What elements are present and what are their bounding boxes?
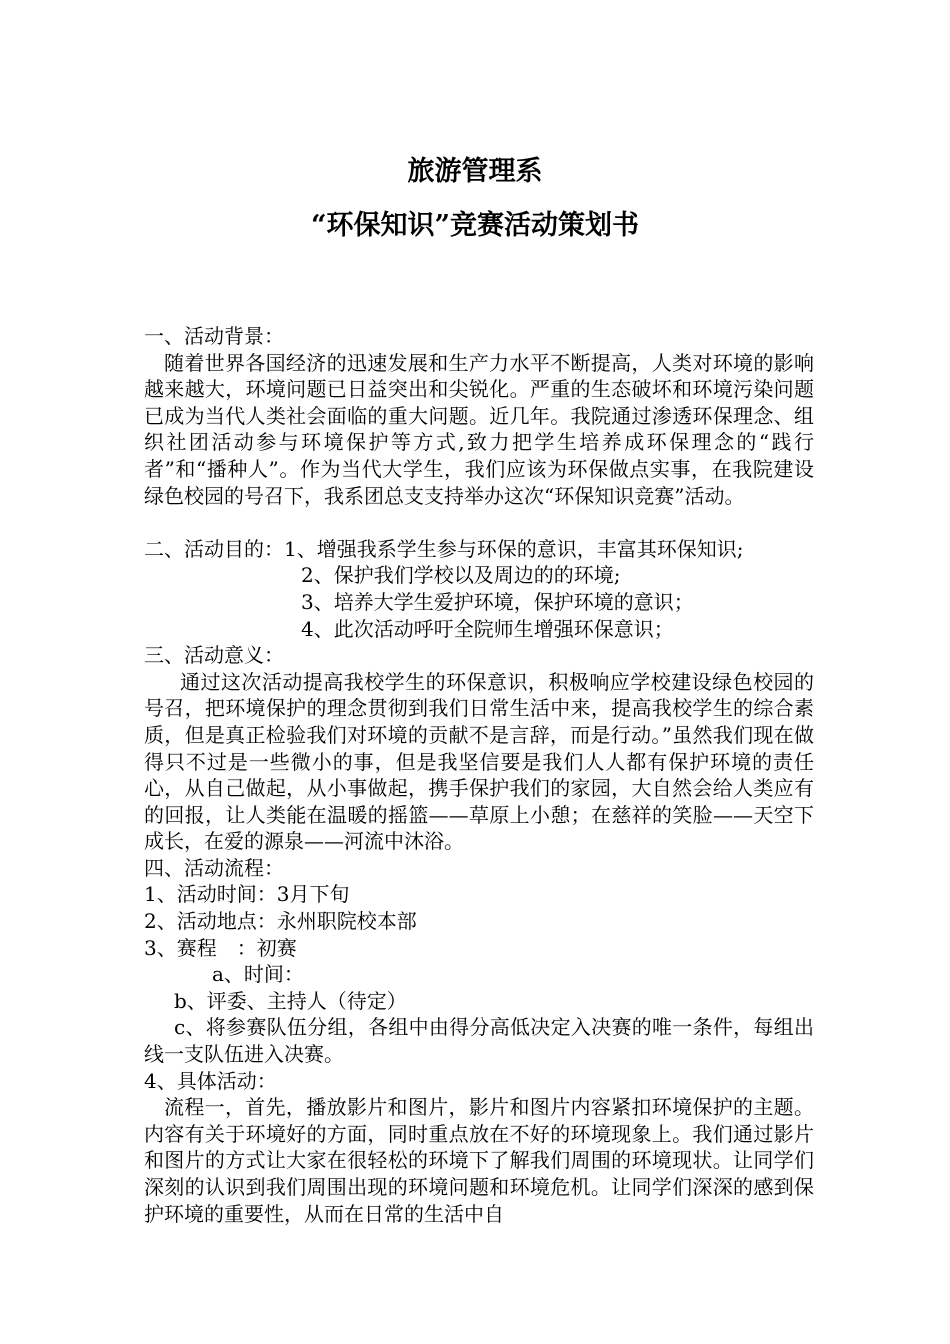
process-schedule: 3、赛程 ：初赛 [144,935,297,960]
background-heading: 一、活动背景： [144,324,284,348]
document-body [144,323,814,1227]
activities-heading: 4、具体活动： [144,1068,277,1093]
purpose-section [144,536,814,563]
purpose-item-4: 4、此次活动呼吁全院师生增强环保意识； [301,616,674,641]
purpose-list [144,562,814,642]
purpose-item-3: 3、培养大学生爱护环境，保护环境的意识； [301,589,694,614]
purpose-heading: 二、活动目的： [144,536,284,561]
purpose-item-1: 1、增强我系学生参与环保的意识，丰富其环保知识; [284,536,744,561]
process-sub-b: b、评委、主持人（待定） [174,988,407,1013]
process-sub-c: c、将参赛队伍分组，各组中由得分高低决定入决赛的唯一条件，每组出线一支队伍进入决赛。 [144,1015,814,1067]
process-place: 2、活动地点：永州职院校本部 [144,909,417,934]
flow-one-paragraph: 流程一，首先，播放影片和图片，影片和图片内容紧扣环境保护的主题。内容有关于环境好的方面，同时重点放在不好的环境现象上。我们通过影片和图片的方式让大家在很轻松的环境下了解我们周围的环境现状。让同学们深刻的认识到我们周围出现的环境问题和环境危机。让同学们深深的感到保护环境的重要性，从而在日常的生活中自 [144,1095,814,1226]
process-sub-a: a、时间： [212,962,304,987]
significance-heading: 三、活动意义： [144,643,284,668]
document-title: “环保知识”竞赛活动策划书 [310,210,640,241]
process-heading: 四、活动流程： [144,855,284,880]
background-paragraph: 随着世界各国经济的迅速发展和生产力水平不断提高，人类对环境的影响越来越大，环境问题已日益突出和尖锐化。严重的生态破坏和环境污染问题已成为当代人类社会面临的重大问题。近几年。我院通过渗透环保理念、组织社团活动参与环境保护等方式,致力把学生培养成环保理念的“践行者”和“播种人”。作为当代大学生，我们应该为环保做点实事，在我院建设绿色校园的号召下，我系团总支支持举办这次“环保知识竞赛”活动。 [144,350,814,508]
process-time: 1、活动时间：3月下旬 [144,882,350,907]
purpose-item-2: 2、保护我们学校以及周边的的环境; [301,563,621,588]
spacer [144,509,814,536]
significance-paragraph: 通过这次活动提高我校学生的环保意识，积极响应学校建设绿色校园的号召，把环境保护的理念贯彻到我们日常生活中来，提高我校学生的综合素质，但是真正检验我们对环境的贡献不是言辞，而是行动。”虽然我们现在做得只不过是一些微小的事，但是我坚信要是我们人人都有保护环境的责任心，从自己做起，从小事做起，携手保护我们的家园，大自然会给人类应有的回报，让人类能在温暖的摇篮——草原上小憩；在慈祥的笑脸——天空下成长，在爱的源泉——河流中沐浴。 [144,669,814,854]
department-title: 旅游管理系 [407,156,543,187]
